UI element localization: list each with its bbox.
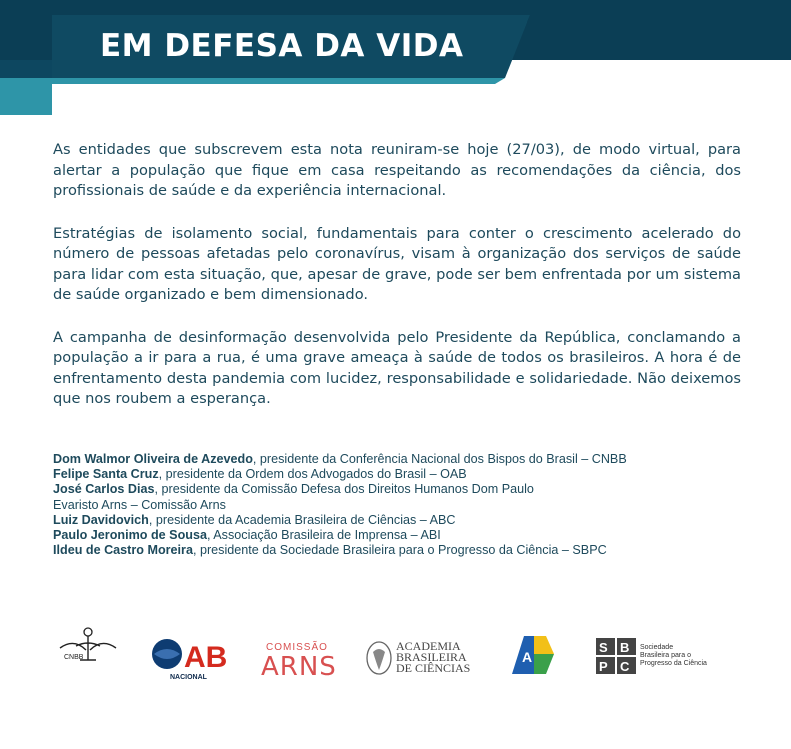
oab-logo-icon <box>150 636 232 676</box>
signatory-line <box>53 498 753 513</box>
sbpc-line-2: Brasileira para o <box>640 652 691 659</box>
signatory-name: Dom Walmor Oliveira de Azevedo <box>53 452 253 466</box>
arns-main-label: ARNS <box>261 652 337 682</box>
page-title: EM DEFESA DA VIDA <box>100 28 464 64</box>
svg-text:B: B <box>620 640 630 655</box>
academia-emblem-icon <box>364 640 394 678</box>
academia-line-2: BRASILEIRA <box>396 650 467 664</box>
sbpc-logo-text <box>640 644 707 668</box>
header-banner <box>0 0 791 115</box>
sbpc-logo-icon <box>596 638 636 674</box>
body-text <box>53 140 741 432</box>
signatory-name: Paulo Jeronimo de Sousa <box>53 528 207 543</box>
signatory-name: Ildeu de Castro Moreira <box>53 543 193 558</box>
signatory-name: José Carlos Dias <box>53 482 155 497</box>
svg-text:S: S <box>599 640 608 655</box>
signatory-role: , Associação Brasileira de Imprensa – ABI <box>206 528 441 543</box>
signatory-role: , presidente da Academia Brasileira de Ciências – ABC <box>148 512 456 527</box>
signatory-line <box>53 528 753 543</box>
banner-accent-block <box>0 84 52 115</box>
signatory-line <box>53 543 753 558</box>
signatories-list <box>53 452 753 558</box>
signatory-line <box>53 513 753 528</box>
signatory-role: , presidente da Ordem dos Advogados do Brasil – OAB <box>158 467 467 482</box>
paragraph-1: As entidades que subscrevem esta nota reuniram-se hoje (27/03), de modo virtual, para alertar a população que fique em casa respeitando as recomendações da ciência, dos profissionais de saúde e da experiência internacional. <box>53 141 741 199</box>
signatory-line <box>53 482 753 497</box>
banner-edge <box>527 15 791 22</box>
signatory-role: Evaristo Arns – Comissão Arns <box>53 497 226 512</box>
academia-logo-text <box>396 641 470 674</box>
banner-accent-line <box>0 78 505 84</box>
signatory-role: , presidente da Conferência Nacional dos Bispos do Brasil – CNBB <box>252 452 627 466</box>
arns-top-label: COMISSÃO <box>266 642 328 653</box>
svg-text:AB: AB <box>184 641 228 674</box>
signatory-name: Luiz Davidovich <box>53 512 149 527</box>
sbpc-line-3: Progresso da Ciência <box>640 660 707 667</box>
signatory-name: Felipe Santa Cruz <box>53 467 159 482</box>
cnbb-caption: CNBB <box>64 654 84 661</box>
svg-text:P: P <box>599 659 608 674</box>
signatory-role: , presidente da Comissão Defesa dos Direitos Humanos Dom Paulo <box>154 482 534 497</box>
paragraph-2: Estratégias de isolamento social, fundamentais para conter o crescimento acelerado do número de pessoas afetadas pelo coronavírus, visam à organização dos serviços de saúde para lidar com esta situação, que, apesar de grave, pode ser bem enfrentada por um sistema de saúde organizado e bem dimensionado. <box>53 224 741 303</box>
paragraph-3: A campanha de desinformação desenvolvida pelo Presidente da República, conclamando a população a ir para a rua, é uma grave ameaça à saúde de todos os brasileiros. A hora é de enfrentamento desta pandemia com lucidez, responsabilidade e solidariedade. Não deixemos que nos roubem a esperança. <box>53 328 741 407</box>
academia-line-3: DE CIÊNCIAS <box>396 661 471 675</box>
oab-caption: NACIONAL <box>170 674 207 681</box>
abi-logo-icon <box>510 632 556 676</box>
signatory-line <box>53 467 753 482</box>
svg-text:A: A <box>522 649 533 665</box>
academia-line-1: ACADEMIA <box>396 639 461 653</box>
signatory-line <box>53 452 753 467</box>
signatory-role: , presidente da Sociedade Brasileira para o Progresso da Ciência – SBPC <box>192 543 607 558</box>
svg-text:C: C <box>620 659 630 674</box>
sbpc-line-1: Sociedade <box>640 644 674 651</box>
